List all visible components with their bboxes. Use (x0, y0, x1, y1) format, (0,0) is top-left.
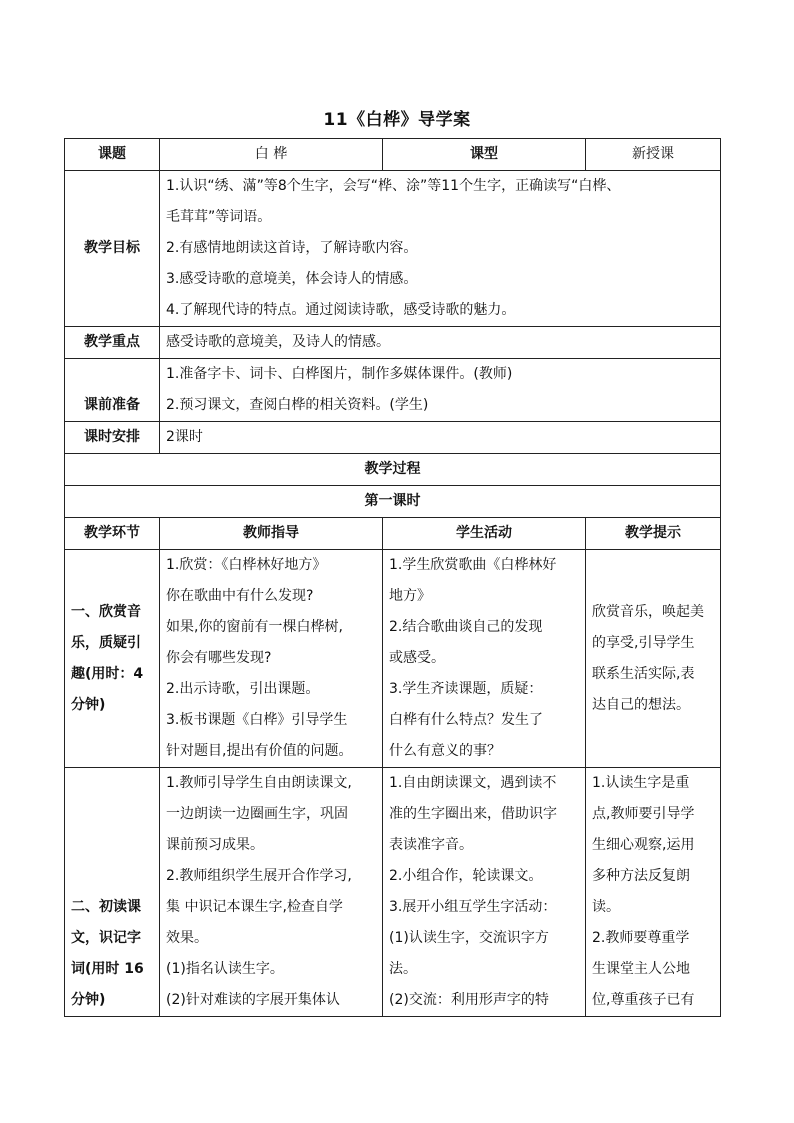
goal-line: 毛茸茸”等词语。 (166, 209, 272, 225)
text-line: 生细心观察,运用 (592, 837, 695, 853)
text-line: 白桦有什么特点？发生了 (389, 712, 543, 728)
goals-cell (160, 171, 721, 327)
text-line: 集 中识记本课生字,检查自学 (166, 899, 343, 915)
text-line: (2)交流：利用形声字的特 (389, 992, 549, 1008)
step-name-line: 分钟) (71, 696, 106, 713)
step-name-line: 趣(用时：4 (71, 665, 144, 682)
step-name-line: 二、初读课 (71, 899, 141, 915)
text-line: 你在歌曲中有什么发现? (166, 588, 314, 604)
step-name-line: 乐，质疑引 (71, 634, 141, 651)
text-line: 欣赏音乐，唤起美 (592, 603, 704, 620)
student-activity (383, 768, 586, 1017)
goals-row (65, 171, 721, 327)
lesson-title: 第一课时 (65, 486, 721, 518)
text-line: 准的生字圈出来，借助识字 (389, 806, 557, 822)
page-title: 11《白桦》导学案 (323, 110, 471, 130)
text-line: 什么有意义的事？ (389, 743, 501, 759)
text-line: 法。 (389, 961, 417, 977)
text-line: 2.结合歌曲谈自己的发现 (389, 619, 543, 635)
text-line: 的享受,引导学生 (592, 634, 695, 651)
column-header: 教学提示 (586, 518, 721, 550)
text-line: 一边朗读一边圈画生字，巩固 (166, 806, 348, 822)
text-line: 1.认读生字是重 (592, 775, 690, 791)
goal-line: 3.感受诗歌的意境美，体会诗人的情感。 (166, 271, 418, 287)
type-label: 课型 (383, 139, 586, 171)
teacher-guidance (160, 768, 383, 1017)
process-row (65, 454, 721, 486)
text-line: 读。 (592, 899, 620, 915)
text-line: 联系生活实际,表 (592, 665, 695, 682)
text-line: 1.学生欣赏歌曲《白桦林好 (389, 557, 557, 573)
text-line: 3.展开小组互学生字活动： (389, 899, 557, 915)
focus-value: 感受诗歌的意境美，及诗人的情感。 (160, 327, 721, 359)
text-line: (2)针对难读的字展开集体认 (166, 992, 340, 1008)
lesson-row (65, 486, 721, 518)
goal-line: 2.有感情地朗读这首诗，了解诗歌内容。 (166, 240, 418, 256)
text-line: (1)认读生字，交流识字方 (389, 930, 549, 946)
text-line: 多种方法反复朗 (592, 868, 690, 884)
text-line: (1)指名认读生字。 (166, 961, 284, 977)
topic-row (65, 139, 721, 171)
text-line: 针对题目,提出有价值的问题。 (166, 743, 353, 759)
text-line: 位,尊重孩子已有 (592, 992, 695, 1008)
text-line: 1.教师引导学生自由朗读课文, (166, 775, 352, 791)
process-title: 教学过程 (65, 454, 721, 486)
text-line: 点,教师要引导学 (592, 806, 695, 822)
prep-line: 1.准备字卡、词卡、白桦图片，制作多媒体课件。(教师) (166, 366, 513, 382)
step-name-line: 词(用时 16 (71, 961, 144, 977)
text-line: 达自己的想法。 (592, 696, 690, 713)
text-line: 地方》 (389, 588, 431, 604)
step-name (65, 550, 160, 768)
column-header: 教师指导 (160, 518, 383, 550)
teacher-guidance (160, 550, 383, 768)
topic-value: 白 桦 (160, 139, 383, 171)
text-line: 2.教师要尊重学 (592, 930, 690, 946)
goals-label: 教学目标 (65, 171, 160, 327)
text-line: 效果。 (166, 930, 208, 946)
text-line: 或感受。 (389, 650, 445, 666)
focus-row (65, 327, 721, 359)
hours-row (65, 422, 721, 454)
text-line: 3.学生齐读课题，质疑： (389, 681, 543, 697)
text-line: 2.教师组织学生展开合作学习, (166, 868, 352, 884)
step-row-2 (65, 768, 721, 1017)
teaching-tips (586, 550, 721, 768)
lesson-plan-table (64, 138, 721, 1017)
prep-cell (160, 359, 721, 422)
step-name-line: 分钟) (71, 992, 106, 1008)
text-line: 3.板书课题《白桦》引导学生 (166, 712, 348, 728)
text-line: 1.自由朗读课文，遇到读不 (389, 775, 557, 791)
text-line: 表读准字音。 (389, 837, 473, 853)
topic-label: 课题 (65, 139, 160, 171)
column-header: 学生活动 (383, 518, 586, 550)
step-name (65, 768, 160, 1017)
goal-line: 1.认识“绣、滿”等8个生字，会写“桦、涂”等11个生字，正确读写“白桦、 (166, 178, 621, 194)
focus-label: 教学重点 (65, 327, 160, 359)
prep-label: 课前准备 (65, 359, 160, 422)
hours-label: 课时安排 (65, 422, 160, 454)
goal-line: 4.了解现代诗的特点。通过阅读诗歌，感受诗歌的魅力。 (166, 302, 516, 318)
prep-line: 2.预习课文，查阅白桦的相关资料。(学生) (166, 397, 429, 413)
type-value: 新授课 (586, 139, 721, 171)
text-line: 2.出示诗歌，引出课题。 (166, 681, 320, 697)
teaching-tips (586, 768, 721, 1017)
hours-value: 2课时 (160, 422, 721, 454)
step-name-line: 一、欣赏音 (71, 603, 141, 620)
column-header: 教学环节 (65, 518, 160, 550)
column-header-row (65, 518, 721, 550)
text-line: 生课堂主人公地 (592, 961, 690, 977)
text-line: 课前预习成果。 (166, 837, 264, 853)
step-name-line: 文，识记字 (71, 930, 141, 946)
text-line: 如果,你的窗前有一棵白桦树, (166, 619, 343, 635)
text-line: 你会有哪些发现? (166, 650, 272, 666)
step-row-1 (65, 550, 721, 768)
prep-row (65, 359, 721, 422)
student-activity (383, 550, 586, 768)
text-line: 2.小组合作，轮读课文。 (389, 868, 543, 884)
text-line: 1.欣赏：《白桦林好地方》 (166, 557, 327, 573)
